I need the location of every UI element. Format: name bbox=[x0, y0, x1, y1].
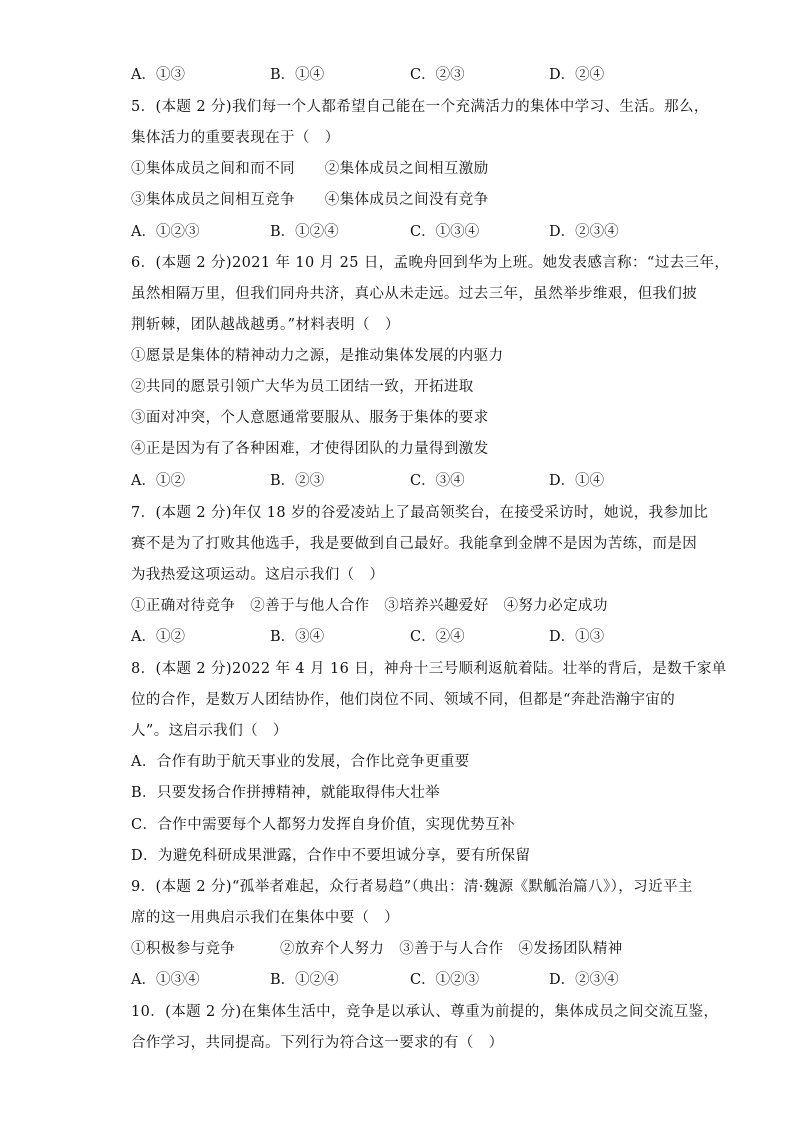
option-c: C．③④ bbox=[410, 473, 465, 489]
q5-stem-line: 5．(本题 2 分)我们每一个人都希望自己能在一个充满活力的集体中学习、生活。那么， bbox=[131, 99, 709, 115]
option-d: D．②③④ bbox=[549, 224, 619, 240]
option-c: C．②④ bbox=[410, 629, 465, 645]
option-a: A．①③ bbox=[131, 67, 185, 83]
option-c: C．①②③ bbox=[410, 972, 480, 988]
q5-item: ③集体成员之间相互竞争 ④集体成员之间没有竞争 bbox=[131, 192, 489, 208]
option-b: B．③④ bbox=[270, 629, 325, 645]
q5-item: ①集体成员之间和而不同 ②集体成员之间相互激励 bbox=[131, 161, 489, 177]
q6-item: ①愿景是集体的精神动力之源，是推动集体发展的内驱力 bbox=[131, 348, 504, 364]
option-c: C．②③ bbox=[410, 67, 465, 83]
option-a: A．①② bbox=[131, 629, 185, 645]
option-d: D．②③④ bbox=[549, 972, 619, 988]
q7-stem-line: 为我热爱这项运动。这启示我们（ ） bbox=[131, 567, 385, 583]
option-b: B．①②④ bbox=[270, 224, 339, 240]
q7-stem-line: 7．(本题 2 分)年仅 18 岁的谷爱凌站上了最高领奖台，在接受采访时，她说，我参加比 bbox=[131, 505, 709, 521]
q6-item: ④正是因为有了各种困难，才使得团队的力量得到激发 bbox=[131, 441, 489, 457]
q10-stem-line: 合作学习，共同提高。下列行为符合这一要求的有（ ） bbox=[131, 1035, 504, 1051]
q9-stem-line: 席的这一用典启示我们在集体中要（ ） bbox=[131, 910, 400, 926]
option-b: B．①④ bbox=[270, 67, 325, 83]
q6-item: ②共同的愿景引领广大华为员工团结一致，开拓进取 bbox=[131, 379, 474, 395]
q7-stem-line: 赛不是为了打败其他选手，我是要做到自己最好。我能拿到金牌不是因为苦练，而是因 bbox=[131, 536, 698, 552]
q5-stem-line: 集体活力的重要表现在于（ ） bbox=[131, 130, 340, 146]
option-b: B．①②④ bbox=[270, 972, 339, 988]
option-a: A．①② bbox=[131, 473, 185, 489]
option-a: A．①②③ bbox=[131, 224, 200, 240]
option-d: D．②④ bbox=[549, 67, 605, 83]
option-d: D．①③ bbox=[549, 629, 605, 645]
options-row-prev bbox=[0, 65, 794, 85]
q8-option: B．只要发扬合作拼搏精神，就能取得伟大壮举 bbox=[131, 785, 441, 801]
option-b: B．②③ bbox=[270, 473, 325, 489]
q8-stem-line: 位的合作，是数万人团结协作，他们岗位不同、领域不同，但都是“奔赴浩瀚宇宙的 bbox=[131, 692, 676, 708]
q8-option: A．合作有助于航天事业的发展，合作比竞争更重要 bbox=[131, 754, 470, 770]
q6-options bbox=[0, 471, 794, 491]
q7-options bbox=[0, 627, 794, 647]
option-a: A．①③④ bbox=[131, 972, 200, 988]
q8-stem-line: 8．(本题 2 分)2022 年 4 月 16 日，神舟十三号顺利返航着陆。壮举的背后，是数千家单 bbox=[131, 661, 727, 677]
q10-stem-line: 10．(本题 2 分)在集体生活中，竞争是以承认、尊重为前提的，集体成员之间交流互鉴， bbox=[131, 1004, 719, 1020]
q9-options bbox=[0, 970, 794, 990]
q6-stem-line: 虽然相隔万里，但我们同舟共济，真心从未走远。过去三年，虽然举步维艰，但我们披 bbox=[131, 286, 698, 302]
q6-stem-line: 6．(本题 2 分)2021 年 10 月 25 日，孟晚舟回到华为上班。她发表感言称：“过去三年， bbox=[131, 255, 730, 271]
q8-stem-line: 人”。这启示我们（ ） bbox=[131, 723, 288, 739]
q5-options bbox=[0, 222, 794, 242]
q9-stem-line: 9．(本题 2 分)“孤举者难起，众行者易趋”（典出：清·魏源《默觚治篇八》），习近平主 bbox=[131, 879, 693, 895]
option-d: D．①④ bbox=[549, 473, 605, 489]
q8-option: C．合作中需要每个人都努力发挥自身价值，实现优势互补 bbox=[131, 817, 515, 833]
q8-option: D．为避免科研成果泄露，合作中不要坦诚分享，要有所保留 bbox=[131, 848, 531, 864]
q6-item: ③面对冲突，个人意愿通常要服从、服务于集体的要求 bbox=[131, 410, 489, 426]
q9-item: ①积极参与竞争 ②放弃个人努力 ③善于与人合作 ④发扬团队精神 bbox=[131, 941, 623, 957]
q6-stem-line: 荆斩棘，团队越战越勇。”材料表明（ ） bbox=[131, 317, 400, 333]
q7-item: ①正确对待竞争 ②善于与他人合作 ③培养兴趣爱好 ④努力必定成功 bbox=[131, 598, 608, 614]
option-c: C．①③④ bbox=[410, 224, 480, 240]
